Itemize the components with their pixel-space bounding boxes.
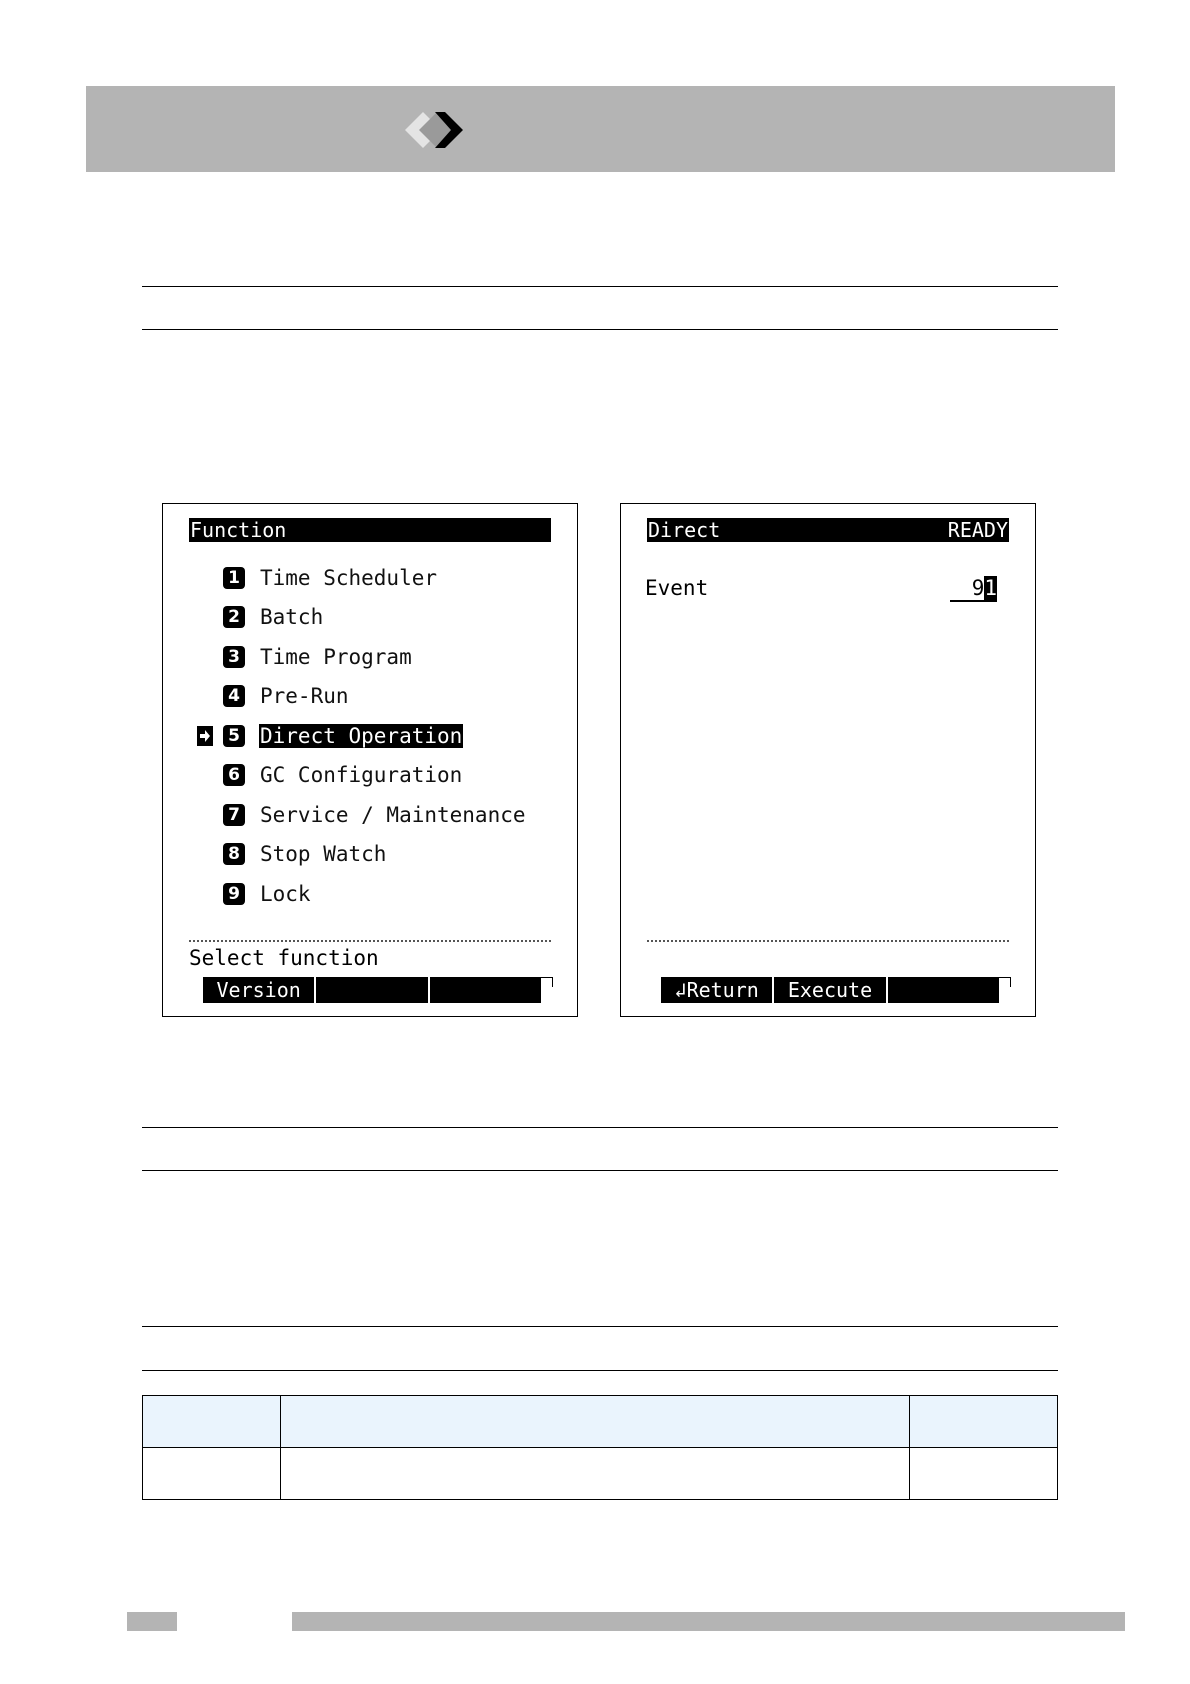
return-arrow-icon: ↲ <box>674 978 687 1002</box>
version-softkey[interactable]: Version <box>203 977 314 1003</box>
diamond-logo-icon <box>405 106 485 154</box>
selection-pointer-icon <box>197 725 223 747</box>
menu-item-stop-watch[interactable]: 8 Stop Watch <box>197 835 527 875</box>
number-key-2-icon: 2 <box>223 606 245 628</box>
number-key-6-icon: 6 <box>223 764 245 786</box>
screen-title: Direct <box>648 518 721 542</box>
number-key-1-icon: 1 <box>223 567 245 589</box>
status-separator <box>189 940 551 942</box>
lcd-screen-function <box>162 503 578 1017</box>
softkey-3[interactable] <box>428 977 541 1003</box>
table-header-cell <box>143 1396 281 1448</box>
table-header-cell <box>910 1396 1058 1448</box>
softkey-page-tab-icon <box>999 977 1011 987</box>
execute-softkey[interactable]: Execute <box>772 977 885 1003</box>
table-cell <box>143 1448 281 1500</box>
softkey-bar <box>661 977 999 1003</box>
event-value: 9 <box>971 576 985 600</box>
event-input[interactable] <box>950 576 997 602</box>
section-rule-top-2 <box>142 329 1058 330</box>
section-rule-top-1 <box>142 286 1058 287</box>
number-key-4-icon: 4 <box>223 685 245 707</box>
parameter-table <box>142 1395 1058 1500</box>
menu-item-lock[interactable]: 9 Lock <box>197 874 527 914</box>
section-rule-mid-1 <box>142 1127 1058 1128</box>
text-cursor: 1 <box>984 576 997 600</box>
event-label: Event <box>645 576 709 600</box>
number-key-3-icon: 3 <box>223 646 245 668</box>
footer-band <box>292 1612 1125 1631</box>
menu-item-gc-configuration[interactable]: 6 GC Configuration <box>197 756 527 796</box>
softkey-bar <box>203 977 541 1003</box>
table-header-cell <box>281 1396 910 1448</box>
table-cell <box>281 1448 910 1500</box>
screen-title-bar <box>189 518 551 542</box>
footer-page-tab <box>127 1612 177 1631</box>
menu-item-service-maintenance[interactable]: 7 Service / Maintenance <box>197 795 527 835</box>
status-separator <box>647 940 1009 942</box>
number-key-9-icon: 9 <box>223 883 245 905</box>
status-message: Select function <box>189 946 379 970</box>
table-cell <box>910 1448 1058 1500</box>
ready-status: READY <box>947 518 1008 542</box>
table-row <box>143 1448 1058 1500</box>
menu-item-time-program[interactable]: 3 Time Program <box>197 637 527 677</box>
menu-item-direct-operation[interactable]: 5 Direct Operation <box>197 716 527 756</box>
table-header-row <box>143 1396 1058 1448</box>
number-key-5-icon: 5 <box>223 725 245 747</box>
number-key-7-icon: 7 <box>223 804 245 826</box>
return-softkey[interactable]: ↲Return <box>661 977 772 1003</box>
section-rule-mid-2 <box>142 1170 1058 1171</box>
section-rule-bottom-2 <box>142 1370 1058 1371</box>
function-menu <box>197 558 527 914</box>
section-rule-bottom-1 <box>142 1326 1058 1327</box>
screen-title: Function <box>190 518 287 542</box>
screen-title-bar <box>647 518 1009 542</box>
number-key-8-icon: 8 <box>223 843 245 865</box>
menu-item-time-scheduler[interactable]: 1 Time Scheduler <box>197 558 527 598</box>
softkey-3[interactable] <box>886 977 999 1003</box>
softkey-page-tab-icon <box>541 977 553 987</box>
menu-item-pre-run[interactable]: 4 Pre-Run <box>197 677 527 717</box>
lcd-screen-direct <box>620 503 1036 1017</box>
menu-item-batch[interactable]: 2 Batch <box>197 598 527 638</box>
softkey-2[interactable] <box>314 977 427 1003</box>
chapter-header-band <box>86 86 1115 172</box>
